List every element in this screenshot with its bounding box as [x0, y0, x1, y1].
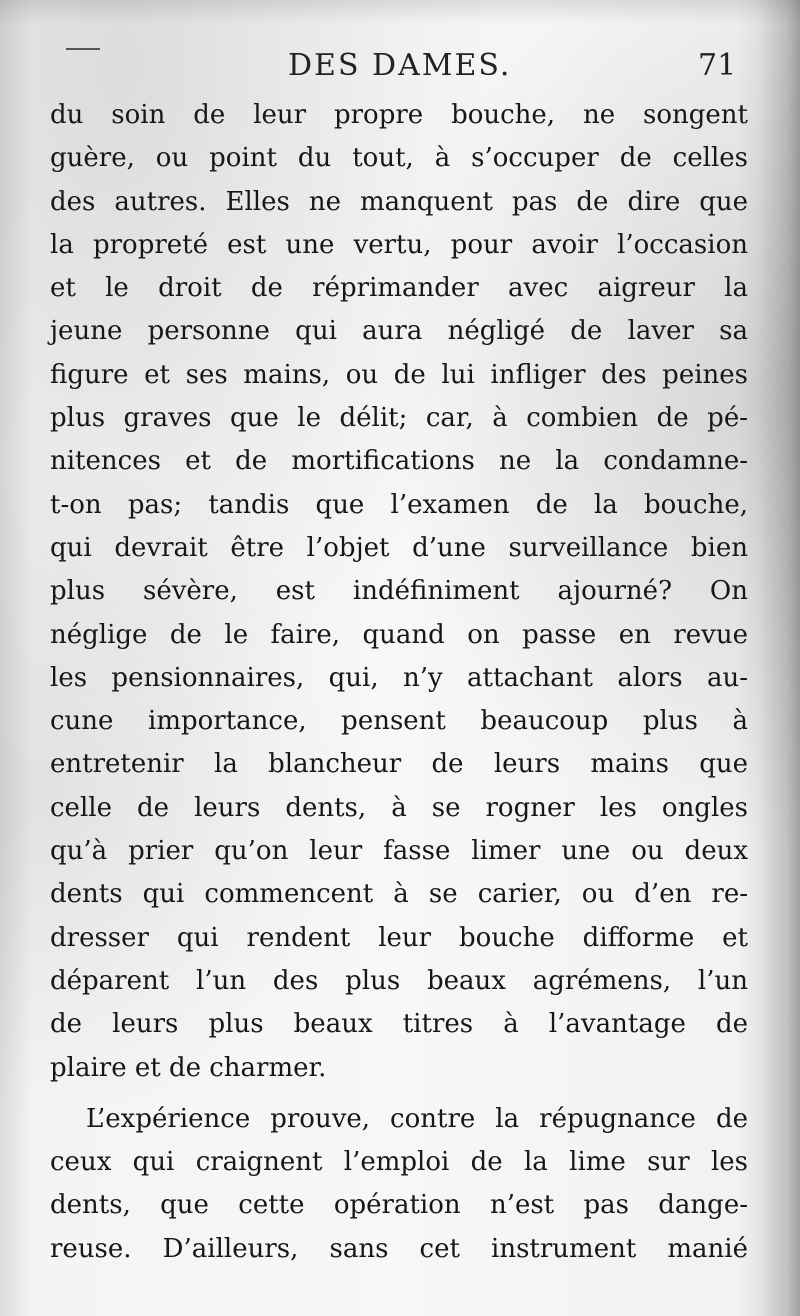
text-line: plus graves que le délit; car, à combien de pé-: [50, 403, 748, 434]
text-line: nitences et de mortifications ne la condamne-: [50, 446, 748, 477]
text-line: qu’à prier qu’on leur fasse limer une ou deux: [50, 836, 748, 867]
text-line: ceux qui craignent l’emploi de la lime sur les: [50, 1147, 748, 1178]
text-line: de leurs plus beaux titres à l’avantage de: [50, 1009, 748, 1040]
text-line: dents, que cette opération n’est pas dange-: [50, 1190, 748, 1221]
text-line: jeune personne qui aura négligé de laver sa: [50, 316, 748, 347]
running-head: [0, 46, 800, 86]
text-line: et le droit de réprimander avec aigreur la: [50, 273, 748, 304]
text-line: déparent l’un des plus beaux agrémens, l’un: [50, 965, 748, 996]
text-line: cune importance, pensent beaucoup plus à: [50, 706, 748, 737]
text-line: les pensionnaires, qui, n’y attachant alors au-: [50, 662, 748, 693]
text-line: celle de leurs dents, à se rogner les ongles: [50, 792, 748, 823]
text-line: figure et ses mains, ou de lui infliger des peines: [50, 359, 748, 390]
text-line: L’expérience prouve, contre la répugnance de: [86, 1103, 748, 1134]
text-line: guère, ou point du tout, à s’occuper de celles: [50, 143, 748, 174]
text-line: plus sévère, est indéfiniment ajourné? On: [50, 576, 748, 607]
text-line: néglige de le faire, quand on passe en revue: [50, 619, 748, 650]
text-line: plaire et de charmer.: [50, 1052, 327, 1083]
text-line: la propreté est une vertu, pour avoir l’occasion: [50, 229, 748, 260]
running-title: DES DAMES.: [288, 48, 512, 83]
page-edge-shadow: [758, 0, 800, 1316]
text-line: dresser qui rendent leur bouche difforme et: [50, 922, 748, 953]
text-line: dents qui commencent à se carier, ou d’en re-: [50, 879, 748, 910]
text-line: entretenir la blancheur de leurs mains que: [50, 749, 748, 780]
page-number: 71: [698, 48, 737, 83]
text-line: des autres. Elles ne manquent pas de dire que: [50, 186, 748, 217]
page-top-shadow: [0, 0, 800, 24]
text-line: reuse. D’ailleurs, sans cet instrument manié: [50, 1233, 748, 1264]
paragraph-gap: [50, 1090, 748, 1098]
text-line: t-on pas; tandis que l’examen de la bouche,: [50, 489, 748, 520]
text-line: du soin de leur propre bouche, ne songent: [50, 100, 748, 130]
text-line: qui devrait être l’objet d’une surveillance bien: [50, 532, 748, 563]
body-text: [50, 94, 748, 1271]
